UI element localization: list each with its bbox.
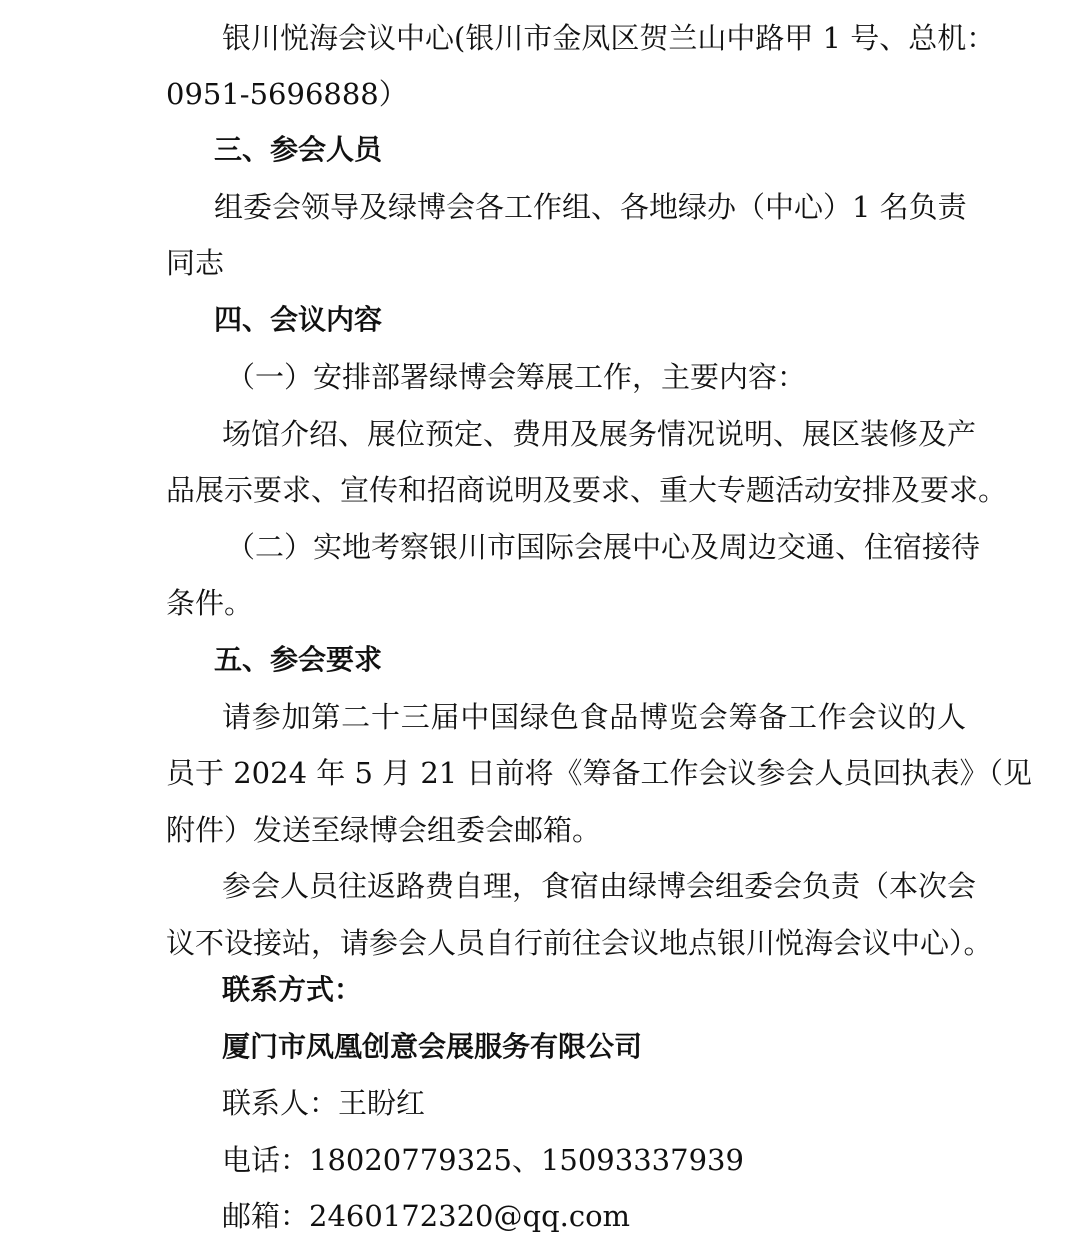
- section-3-line-1: 组委会领导及绿博会各工作组、各地绿办（中心）1 名负责: [214, 190, 967, 224]
- section-4-heading: 四、会议内容: [214, 303, 383, 336]
- section-5-para-1-line-3: 附件）发送至绿博会组委会邮箱。: [166, 813, 602, 847]
- section-4-item-2-line-2: 条件。: [166, 586, 254, 620]
- section-4-item-1-line-2: 品展示要求、宣传和招商说明及要求、重大专题活动安排及要求。: [166, 473, 1008, 507]
- contact-heading: 联系方式：: [222, 973, 363, 1006]
- section-5-para-2-line-1: 参会人员往返路费自理，食宿由绿博会组委会负责（本次会: [222, 869, 977, 903]
- contact-phone: 电话：18020779325、15093337939: [222, 1143, 744, 1177]
- venue-line-1: 银川悦海会议中心(银川市金凤区贺兰山中路甲 1 号、总机：: [222, 21, 996, 55]
- section-5-heading: 五、参会要求: [214, 643, 383, 676]
- section-4-item-2-line-1: （二）实地考察银川市国际会展中心及周边交通、住宿接待: [226, 530, 981, 564]
- contact-email: 邮箱：2460172320@qq.com: [222, 1199, 631, 1233]
- section-3-line-2: 同志: [166, 246, 225, 280]
- contact-company: 厦门市凤凰创意会展服务有限公司: [222, 1030, 643, 1063]
- section-3-heading: 三、参会人员: [214, 133, 383, 166]
- section-5-para-2-line-2: 议不设接站，请参会人员自行前往会议地点银川悦海会议中心）。: [166, 926, 993, 960]
- contact-person: 联系人：王盼红: [222, 1086, 426, 1120]
- section-4-item-1-title: （一）安排部署绿博会筹展工作，主要内容：: [226, 360, 807, 394]
- venue-line-2: 0951-5696888）: [166, 77, 408, 111]
- section-4-item-1-line-1: 场馆介绍、展位预定、费用及展务情况说明、展区装修及产: [222, 417, 977, 451]
- section-5-para-1-line-2: 员于 2024 年 5 月 21 日前将《筹备工作会议参会人员回执表》（见: [166, 756, 1032, 790]
- section-5-para-1-line-1: 请参加第二十三届中国绿色食品博览会筹备工作会议的人: [222, 700, 966, 734]
